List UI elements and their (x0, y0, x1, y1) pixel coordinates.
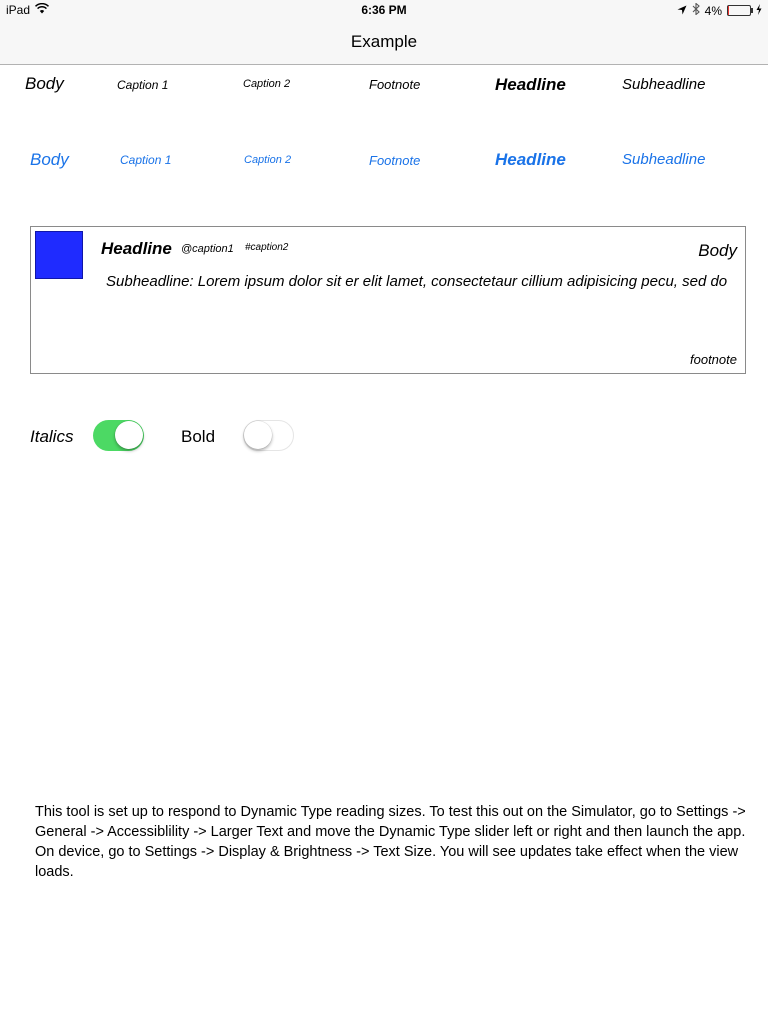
style-body-label: Body (25, 74, 64, 93)
bold-toggle[interactable] (243, 420, 294, 451)
status-right (677, 3, 762, 18)
style-subheadline-label: Subheadline (622, 76, 706, 93)
style-footnote-label-blue: Footnote (369, 153, 421, 168)
text-styles-row-blue (0, 148, 768, 178)
status-time: 6:36 PM (361, 3, 407, 17)
location-icon (677, 4, 687, 18)
style-caption2-label: Caption 2 (243, 78, 291, 90)
battery-icon (727, 5, 751, 16)
style-headline-label: Headline (495, 75, 566, 94)
battery-fill (728, 6, 729, 15)
avatar (35, 231, 83, 279)
style-subheadline-label-blue: Subheadline (622, 151, 706, 168)
status-bar (0, 0, 768, 20)
instructions-text: This tool is set up to respond to Dynamic Type reading sizes. To test this out on the Simulator, go to Settings -> General -> Accessiblility -> Larger Text and move the Dynamic Type slider left or right and then launch the app. On device, go to Settings -> Display & Brightness -> Text Size. You will see updates take effect when the view loads. (35, 804, 746, 880)
card-headline: Headline (101, 239, 172, 258)
navigation-bar (0, 20, 768, 65)
style-body-label-blue: Body (30, 150, 69, 169)
card-subheadline: Subheadline: Lorem ipsum dolor sit er elit lamet, consectetaur cillium adipisicing pecu, sed do (106, 273, 728, 290)
card-footnote: footnote (690, 352, 737, 367)
style-footnote-label: Footnote (369, 77, 421, 92)
bluetooth-icon (692, 3, 700, 18)
toggle-knob (244, 421, 272, 449)
style-headline-label-blue: Headline (495, 150, 566, 169)
italics-label: Italics (30, 427, 74, 446)
sample-post-card (30, 226, 746, 374)
card-caption2: #caption2 (245, 242, 289, 253)
battery-percent: 4% (704, 3, 722, 18)
device-name: iPad (6, 3, 31, 17)
style-caption2-label-blue: Caption 2 (244, 154, 292, 166)
text-styles-row (0, 72, 768, 102)
bold-label: Bold (181, 427, 216, 446)
charging-icon (756, 4, 762, 18)
italics-toggle[interactable] (93, 420, 144, 451)
style-caption1-label: Caption 1 (117, 78, 169, 92)
card-body: Body (698, 241, 737, 260)
toggle-knob (115, 421, 143, 449)
style-caption1-label-blue: Caption 1 (120, 153, 172, 167)
card-caption1: @caption1 (181, 243, 234, 255)
nav-title: Example (350, 32, 418, 51)
